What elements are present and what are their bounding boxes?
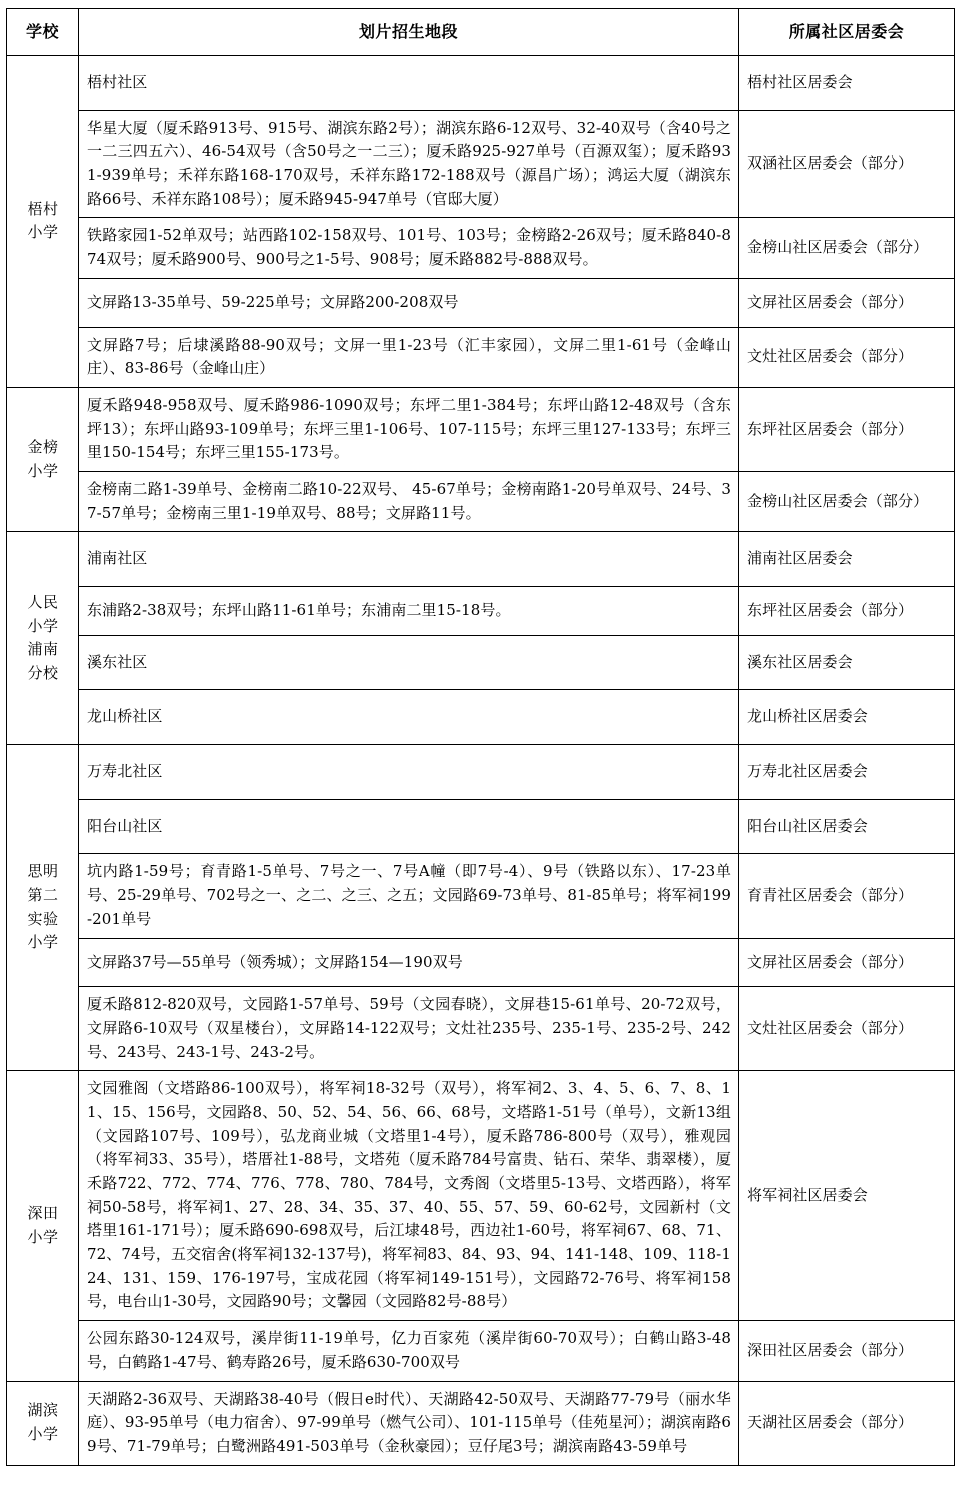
table-body [7, 56, 955, 1466]
enrollment-area-cell: 浦南社区 [79, 532, 739, 587]
community-committee-cell: 文灶社区居委会（部分） [739, 327, 955, 387]
community-committee-cell: 溪东社区居委会 [739, 635, 955, 690]
column-header-school: 学校 [7, 9, 79, 56]
enrollment-area-cell: 龙山桥社区 [79, 690, 739, 745]
table-row [7, 587, 955, 636]
community-committee-cell: 金榜山社区居委会（部分） [739, 471, 955, 531]
enrollment-area-cell: 东浦路2-38双号；东坪山路11-61单号；东浦南二里15-18号。 [79, 587, 739, 636]
table-row [7, 987, 955, 1071]
community-committee-cell: 文灶社区居委会（部分） [739, 987, 955, 1071]
enrollment-area-cell: 金榜南二路1-39单号、金榜南二路10-22双号、 45-67单号；金榜南路1-20号单双号、24号、37-57单号；金榜南三里1-19单双号、88号；文屏路11号。 [79, 471, 739, 531]
enrollment-area-cell: 万寿北社区 [79, 745, 739, 800]
community-committee-cell: 双涵社区居委会（部分） [739, 110, 955, 218]
table-row [7, 1381, 955, 1465]
enrollment-area-cell: 文园雅阁（文塔路86-100双号），将军祠18-32号（双号），将军祠2、3、4、5、6、7、8、11、15、156号，文园路8、50、52、54、56、66、68号，文塔路1-51号（单号），文新13组（文园路107号、109号），弘龙商业城（文塔里1-4号），厦禾路786-800号（双号），雅观园（将军祠33、35号），塔厝社1-88号，文塔苑（厦禾路784号富贵、钻石、荣华、翡翠楼），厦禾路722、772、774、776、778、780、784号，文秀阁（文塔里5-13号、文塔西路），将军祠50-58号，将军祠1、27、28、34、35、37、40、55、57、59、60-62号，文园新村（文塔里161-171号）；厦禾路690-698双号，后江埭48号，西边社1-60号，将军祠67、68、71、72、74号，五交宿舍(将军祠132-137号)，将军祠83、84、93、94、141-148、109、118-124、131、159、176-197号，宝成花园（将军祠149-151号），文园路72-76号、将军祠158号，电台山1-30号，文园路90号；文馨园（文园路82号-88号） [79, 1071, 739, 1321]
table-row [7, 1321, 955, 1381]
community-committee-cell: 浦南社区居委会 [739, 532, 955, 587]
school-name-cell [7, 1071, 79, 1381]
table-row [7, 745, 955, 800]
school-name-cell [7, 387, 79, 531]
table-row [7, 532, 955, 587]
school-name-label: 深田小学 [27, 1204, 59, 1246]
table-row [7, 690, 955, 745]
table-head [7, 9, 955, 56]
enrollment-area-cell: 坑内路1-59号；育青路1-5单号、7号之一、7号A幢（即7号-4）、9号（铁路以东）、17-23单号、25-29单号、702号之一、之二、之三、之五；文园路69-73单号、81-85单号；将军祠199-201单号 [79, 854, 739, 938]
school-name-cell [7, 1381, 79, 1465]
enrollment-area-cell: 文屏路37号—55单号（领秀城）；文屏路154—190双号 [79, 938, 739, 987]
table-row [7, 56, 955, 111]
enrollment-area-cell: 华星大厦（厦禾路913号、915号、湖滨东路2号）；湖滨东路6-12双号、32-40双号（含40号之一二三四五六）、46-54双号（含50号之一二三）；厦禾路925-927单号（百源双玺）；厦禾路931-939单号；禾祥东路168-170双号，禾祥东路172-188双号（源昌广场）；鸿运大厦（湖滨东路66号、禾祥东路108号）；厦禾路945-947单号（官邸大厦） [79, 110, 739, 218]
community-committee-cell: 天湖社区居委会（部分） [739, 1381, 955, 1465]
community-committee-cell: 文屏社区居委会（部分） [739, 938, 955, 987]
school-name-label: 金榜小学 [27, 437, 59, 480]
community-committee-cell: 万寿北社区居委会 [739, 745, 955, 800]
table-row [7, 387, 955, 471]
enrollment-area-cell: 溪东社区 [79, 635, 739, 690]
community-committee-cell: 金榜山社区居委会（部分） [739, 218, 955, 278]
school-name-label: 人民小学浦南分校 [27, 592, 59, 682]
table-header-row [7, 9, 955, 56]
enrollment-area-cell: 铁路家园1-52单双号；站西路102-158双号、101号、103号；金榜路2-26双号；厦禾路840-874双号；厦禾路900号、900号之1-5号、908号；厦禾路882号-888双号。 [79, 218, 739, 278]
table-row [7, 218, 955, 278]
column-header-community: 所属社区居委会 [739, 9, 955, 56]
table-row [7, 110, 955, 218]
table-row [7, 327, 955, 387]
enrollment-area-cell: 天湖路2-36双号、天湖路38-40号（假日e时代）、天湖路42-50双号、天湖路77-79号（丽水华庭）、93-95单号（电力宿舍）、97-99单号（燃气公司）、101-115单号（佳苑星河）；湖滨南路69号、71-79单号；白鹭洲路491-503单号（金秋豪园）；豆仔尾3号；湖滨南路43-59单号 [79, 1381, 739, 1465]
enrollment-area-cell: 文屏路13-35单号、59-225单号；文屏路200-208双号 [79, 278, 739, 327]
community-committee-cell: 东坪社区居委会（部分） [739, 387, 955, 471]
community-committee-cell: 阳台山社区居委会 [739, 799, 955, 854]
school-name-cell [7, 56, 79, 388]
school-name-cell [7, 745, 79, 1071]
enrollment-area-cell: 厦禾路948-958双号、厦禾路986-1090双号；东坪二里1-384号；东坪山路12-48双号（含东坪13）；东坪山路93-109单号；东坪三里1-106号、107-115号；东坪三里127-133号；东坪三里150-154号；东坪三里155-173号。 [79, 387, 739, 471]
enrollment-area-cell: 厦禾路812-820双号，文园路1-57单号、59号（文园春晓），文屏巷15-61单号、20-72双号，文屏路6-10双号（双星楼台），文屏路14-122双号；文灶社235号、235-1号、235-2号、242号、243号、243-1号、243-2号。 [79, 987, 739, 1071]
table-row [7, 854, 955, 938]
column-header-area: 划片招生地段 [79, 9, 739, 56]
community-committee-cell: 文屏社区居委会（部分） [739, 278, 955, 327]
community-committee-cell: 深田社区居委会（部分） [739, 1321, 955, 1381]
enrollment-area-cell: 公园东路30-124双号，溪岸街11-19单号，亿力百家苑（溪岸街60-70双号）；白鹤山路3-48号，白鹤路1-47号、鹤寿路26号，厦禾路630-700双号 [79, 1321, 739, 1381]
table-row [7, 799, 955, 854]
table-row [7, 938, 955, 987]
table-row [7, 635, 955, 690]
school-name-label: 梧村小学 [27, 199, 59, 242]
school-name-label: 湖滨小学 [27, 1401, 59, 1444]
table-row [7, 471, 955, 531]
enrollment-area-cell: 阳台山社区 [79, 799, 739, 854]
table-row [7, 278, 955, 327]
community-committee-cell: 梧村社区居委会 [739, 56, 955, 111]
school-zoning-table [6, 8, 955, 1466]
community-committee-cell: 将军祠社区居委会 [739, 1071, 955, 1321]
school-name-label: 思明第二实验小学 [27, 862, 59, 952]
community-committee-cell: 育青社区居委会（部分） [739, 854, 955, 938]
table-row [7, 1071, 955, 1321]
community-committee-cell: 东坪社区居委会（部分） [739, 587, 955, 636]
community-committee-cell: 龙山桥社区居委会 [739, 690, 955, 745]
enrollment-area-cell: 梧村社区 [79, 56, 739, 111]
school-name-cell [7, 532, 79, 745]
enrollment-area-cell: 文屏路7号；后埭溪路88-90双号；文屏一里1-23号（汇丰家园），文屏二里1-61号（金峰山庄）、83-86号（金峰山庄） [79, 327, 739, 387]
